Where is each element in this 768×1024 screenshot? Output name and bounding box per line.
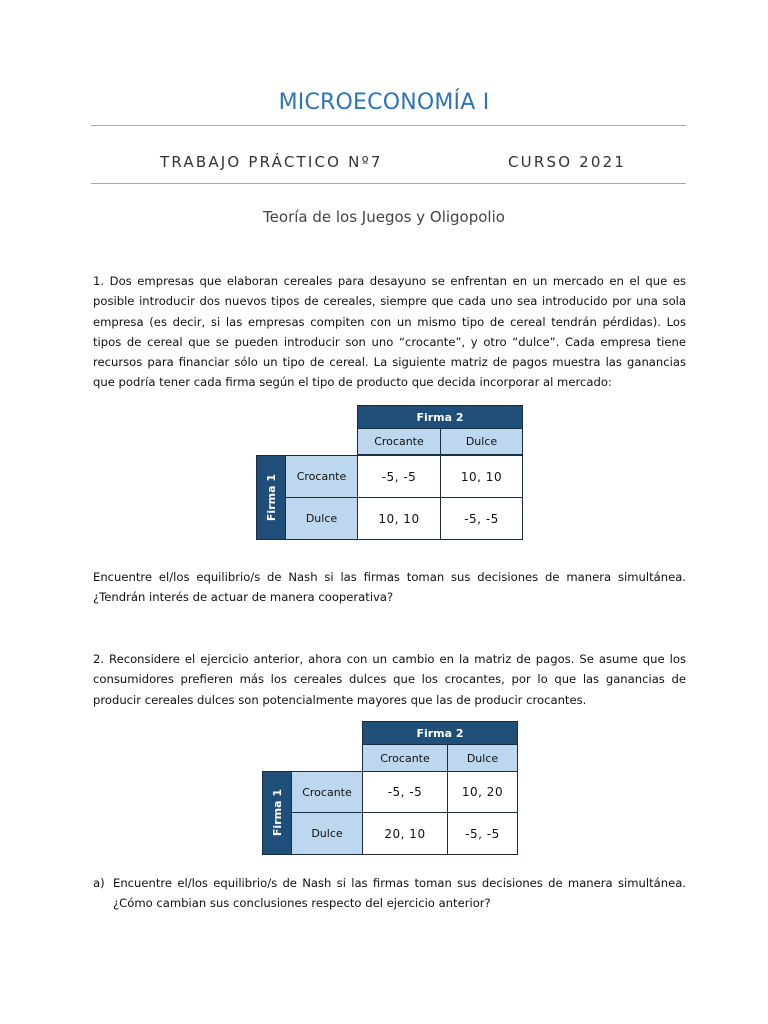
col-header-crocante: Crocante — [357, 428, 441, 455]
document-title: MICROECONOMÍA I — [278, 90, 490, 115]
row-player-header — [256, 455, 286, 540]
payoff-cell: 20, 10 — [362, 812, 448, 855]
col-player-header: Firma 2 — [362, 721, 518, 745]
exercise-1-text: 1. Dos empresas que elaboran cereales para desayuno se enfrentan en un mercado en el que es posible introducir dos nuevos tipos de cereales, siempre que cada uno sea introducido por una sola empresa (es decir, si las empresas compiten con un mismo tipo de cereal tendrán pérdidas). Los tipos de cereal que se pueden introducir son uno “crocante”, y otro “dulce”. Cada empresa tiene recursos para financiar sólo un tipo de cereal. La siguiente matriz de pagos muestra las ganancias que podría tener cada firma según el tipo de producto que decida incorporar al mercado: — [93, 274, 686, 390]
row-header-dulce: Dulce — [291, 812, 363, 855]
item-a-text: Encuentre el/los equilibrio/s de Nash si las firmas toman sus decisiones de manera simultánea. ¿Cómo cambian sus conclusiones respecto del ejercicio anterior? — [113, 876, 686, 911]
row-header-crocante: Crocante — [285, 455, 358, 498]
item-a-label: a) — [93, 876, 105, 890]
payoff-cell: -5, -5 — [440, 497, 523, 540]
course-year: CURSO 2021 — [508, 153, 627, 171]
payoff-cell: 10, 20 — [447, 771, 518, 813]
row-player-header — [262, 771, 292, 855]
practical-number: TRABAJO PRÁCTICO Nº7 — [160, 153, 383, 171]
title-rule — [91, 125, 686, 126]
payoff-cell: -5, -5 — [447, 812, 518, 855]
exercise-2-text: 2. Reconsidere el ejercicio anterior, ahora con un cambio en la matriz de pagos. Se asume que los consumidores prefieren más los cereales dulces que los crocantes, por lo que las ganancias de producir cereales dulces son potencialmente mayores que las de producir crocantes. — [93, 652, 686, 707]
row-player-label: Firma 1 — [264, 473, 278, 522]
col-header-dulce: Dulce — [447, 744, 518, 772]
exercise-1-question: Encuentre el/los equilibrio/s de Nash si las firmas toman sus decisiones de manera simultánea. ¿Tendrán interés de actuar de manera cooperativa? — [93, 570, 686, 605]
topic-heading: Teoría de los Juegos y Oligopolio — [263, 208, 505, 226]
row-player-label: Firma 1 — [270, 789, 284, 837]
payoff-cell: 10, 10 — [440, 455, 523, 498]
subtitle-rule — [91, 183, 686, 184]
payoff-cell: -5, -5 — [357, 455, 441, 498]
col-header-crocante: Crocante — [362, 744, 448, 772]
row-header-dulce: Dulce — [285, 497, 358, 540]
payoff-cell: -5, -5 — [362, 771, 448, 813]
payoff-cell: 10, 10 — [357, 497, 441, 540]
col-player-header: Firma 2 — [357, 405, 523, 429]
row-header-crocante: Crocante — [291, 771, 363, 813]
col-header-dulce: Dulce — [440, 428, 523, 455]
